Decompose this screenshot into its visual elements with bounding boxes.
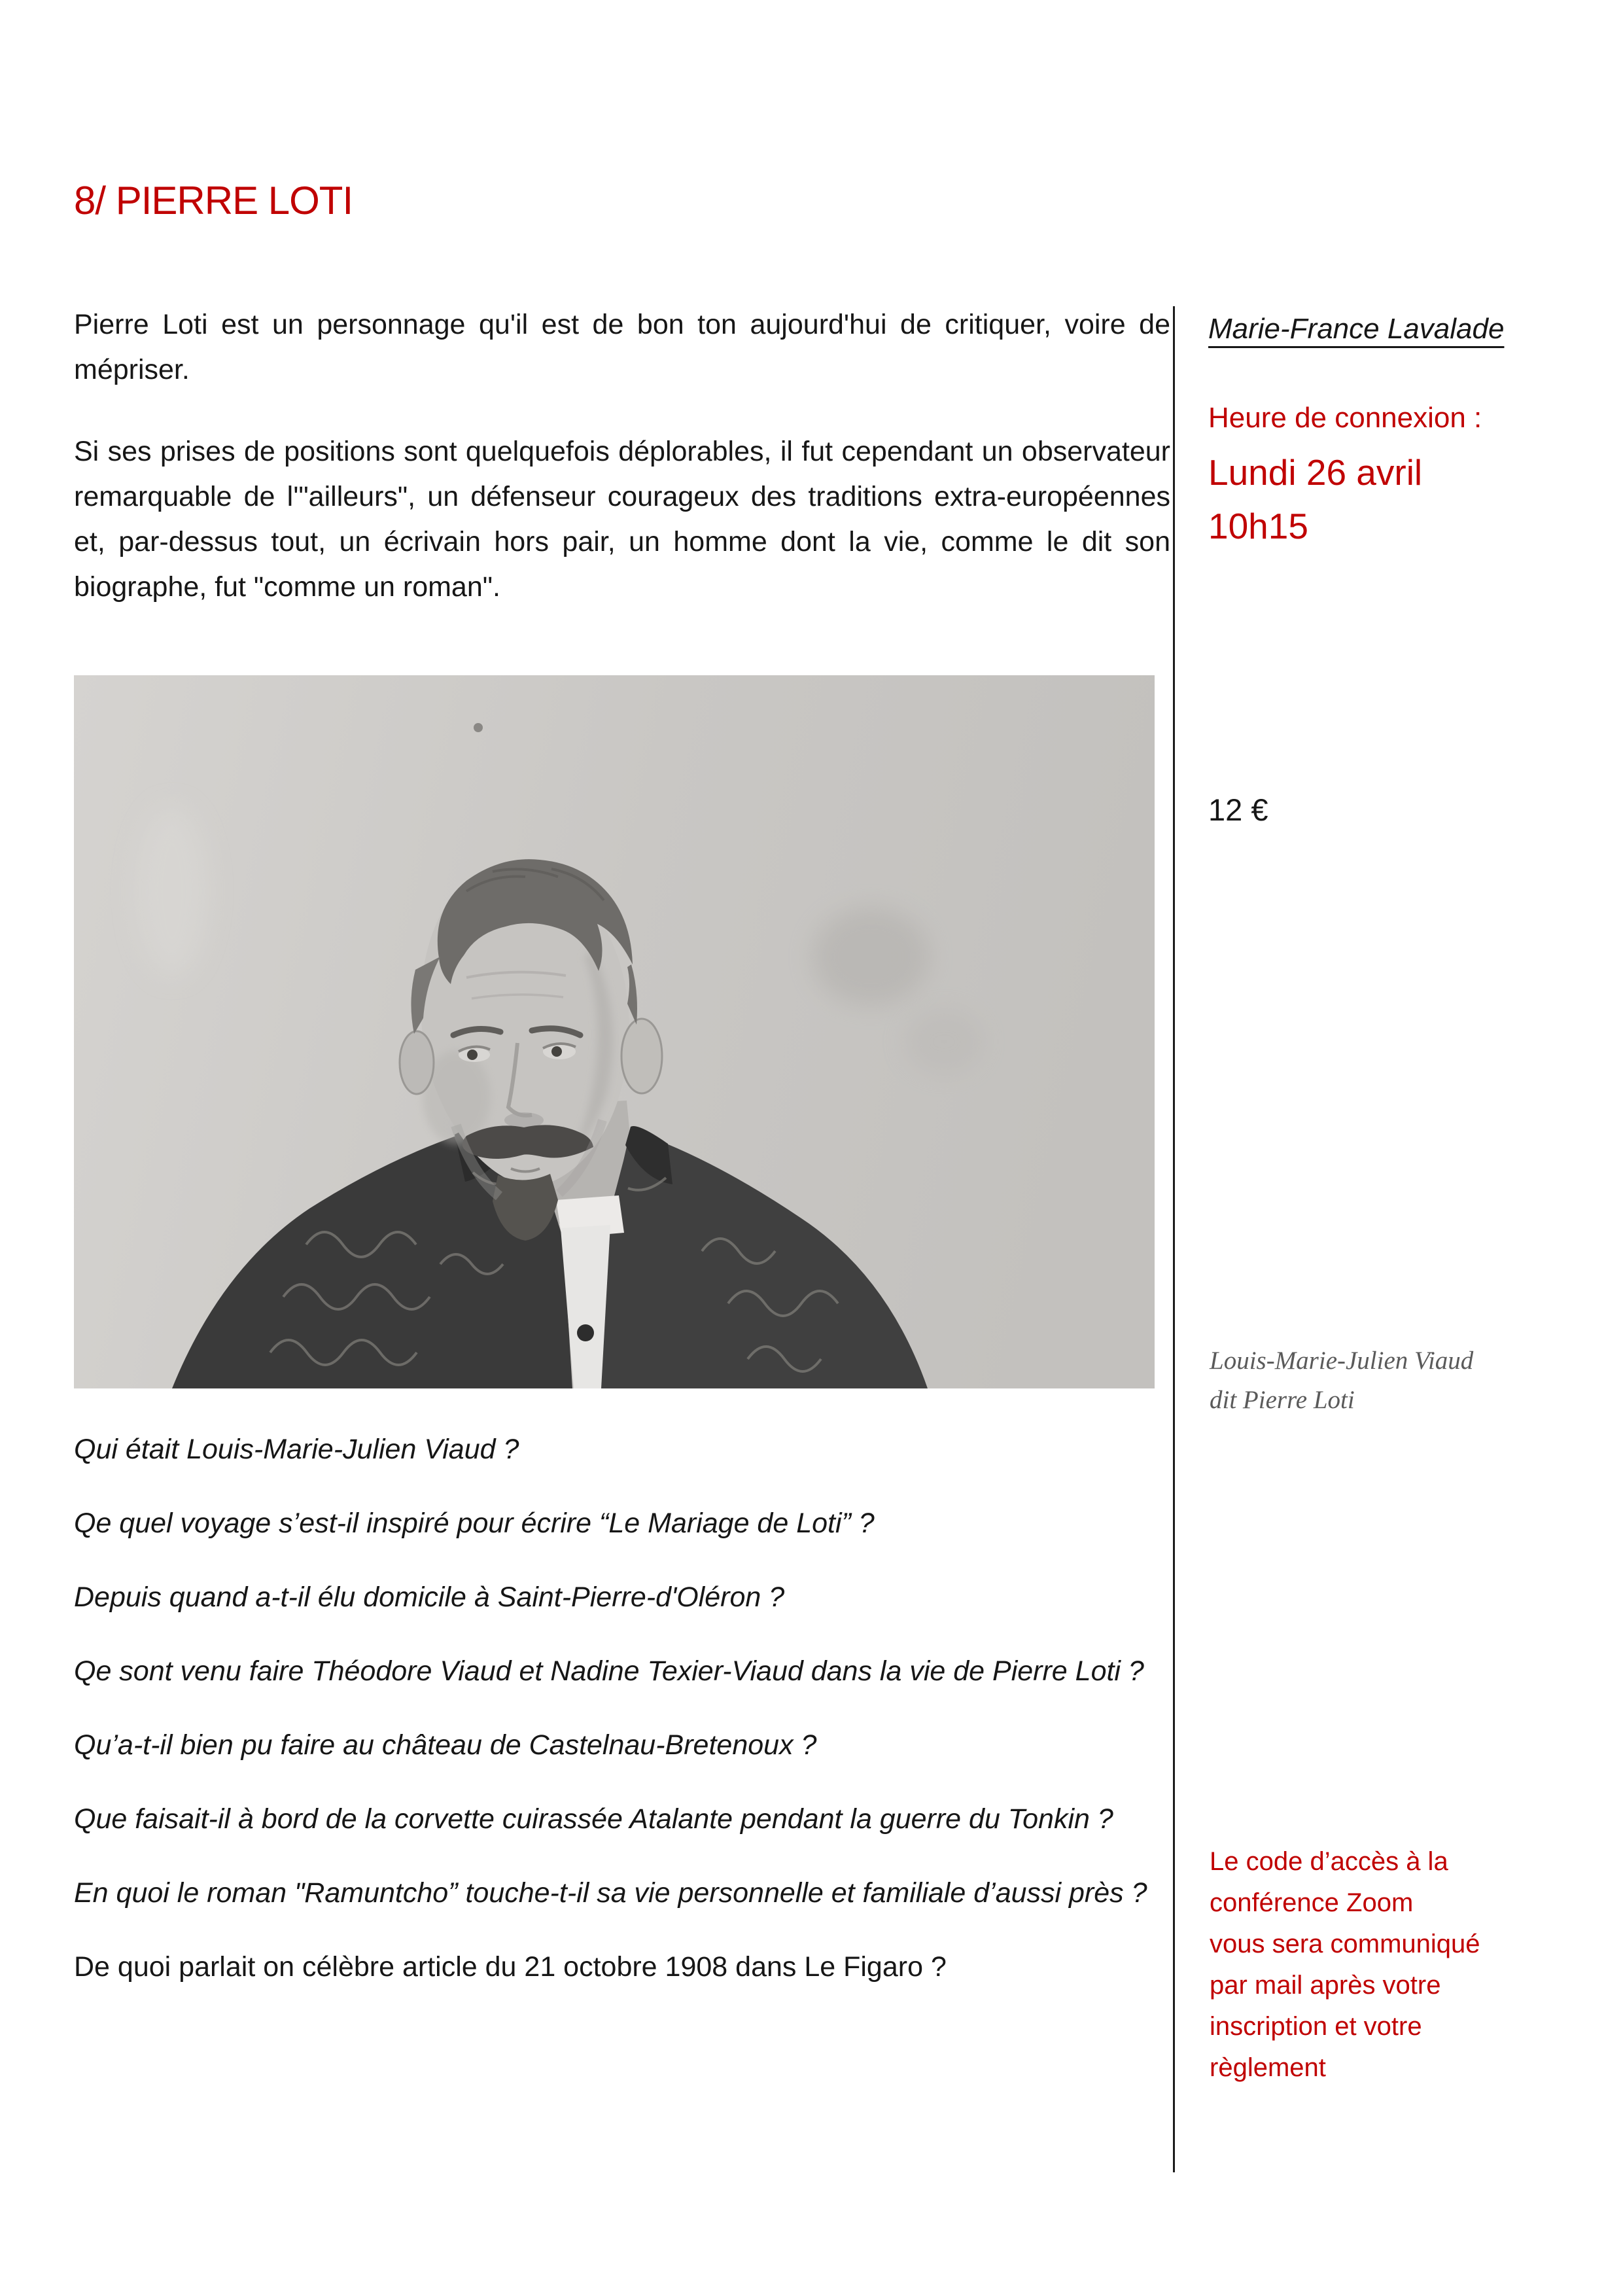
connection-time-label: Heure de connexion : xyxy=(1208,402,1482,434)
zoom-access-note xyxy=(1210,1841,1537,2089)
price: 12 € xyxy=(1208,792,1268,827)
sidebar xyxy=(1208,302,1594,2233)
photo-caption xyxy=(1210,1341,1517,1420)
photo-caption-line-2: dit Pierre Loti xyxy=(1210,1386,1355,1414)
final-question: De quoi parlait on célèbre article du 21 octobre 1908 dans Le Figaro ? xyxy=(74,1951,947,1983)
zoom-note-line-2: conférence Zoom xyxy=(1210,1888,1414,1917)
zoom-note-line-1: Le code d’accès à la xyxy=(1210,1847,1448,1876)
question-4: Qe sont venu faire Théodore Viaud et Nadine Texier-Viaud dans la vie de Pierre Loti ? xyxy=(74,1655,1144,1687)
zoom-note-line-5: inscription et votre xyxy=(1210,2012,1422,2041)
question-5: Qu’a-t-il bien pu faire au château de Castelnau-Bretenoux ? xyxy=(74,1729,817,1761)
questions-list xyxy=(74,1426,1170,1990)
body-paragraph: Si ses prises de positions sont quelquefois déplorables, il fut cependant un observateur remarquable de l'"ailleurs", un défenseur courageux des traditions extra-européennes et, par-dessus tout, un écrivain hors pair, un homme dont la vie, comme le dit son biographe, fut "comme un roman". xyxy=(74,436,1170,603)
photo-caption-line-1: Louis-Marie-Julien Viaud xyxy=(1210,1347,1474,1375)
portrait-photo xyxy=(74,675,1155,1388)
zoom-note-line-4: par mail après votre xyxy=(1210,1971,1441,2000)
question-3: Depuis quand a-t-il élu domicile à Saint-Pierre-d'Oléron ? xyxy=(74,1581,785,1613)
speaker-name: Marie-France Lavalade xyxy=(1208,313,1505,345)
question-6: Que faisait-il à bord de la corvette cuirassée Atalante pendant la guerre du Tonkin ? xyxy=(74,1803,1113,1835)
zoom-note-line-3: vous sera communiqué xyxy=(1210,1930,1480,1958)
session-time: 10h15 xyxy=(1208,506,1308,546)
column-divider xyxy=(1173,306,1175,2172)
question-7: En quoi le roman "Ramuntcho” touche-t-il sa vie personnelle et familiale d’aussi près ? xyxy=(74,1877,1147,1909)
main-column xyxy=(74,302,1170,1990)
intro-paragraph: Pierre Loti est un personnage qu'il est de bon ton aujourd'hui de critiquer, voire de mépriser. xyxy=(74,309,1170,385)
zoom-note-line-6: règlement xyxy=(1210,2053,1326,2082)
question-1: Qui était Louis-Marie-Julien Viaud ? xyxy=(74,1434,519,1465)
question-2: Qe quel voyage s’est-il inspiré pour écrire “Le Mariage de Loti” ? xyxy=(74,1508,875,1539)
page-title: 8/ PIERRE LOTI xyxy=(74,179,353,222)
session-date: Lundi 26 avril xyxy=(1208,452,1423,493)
